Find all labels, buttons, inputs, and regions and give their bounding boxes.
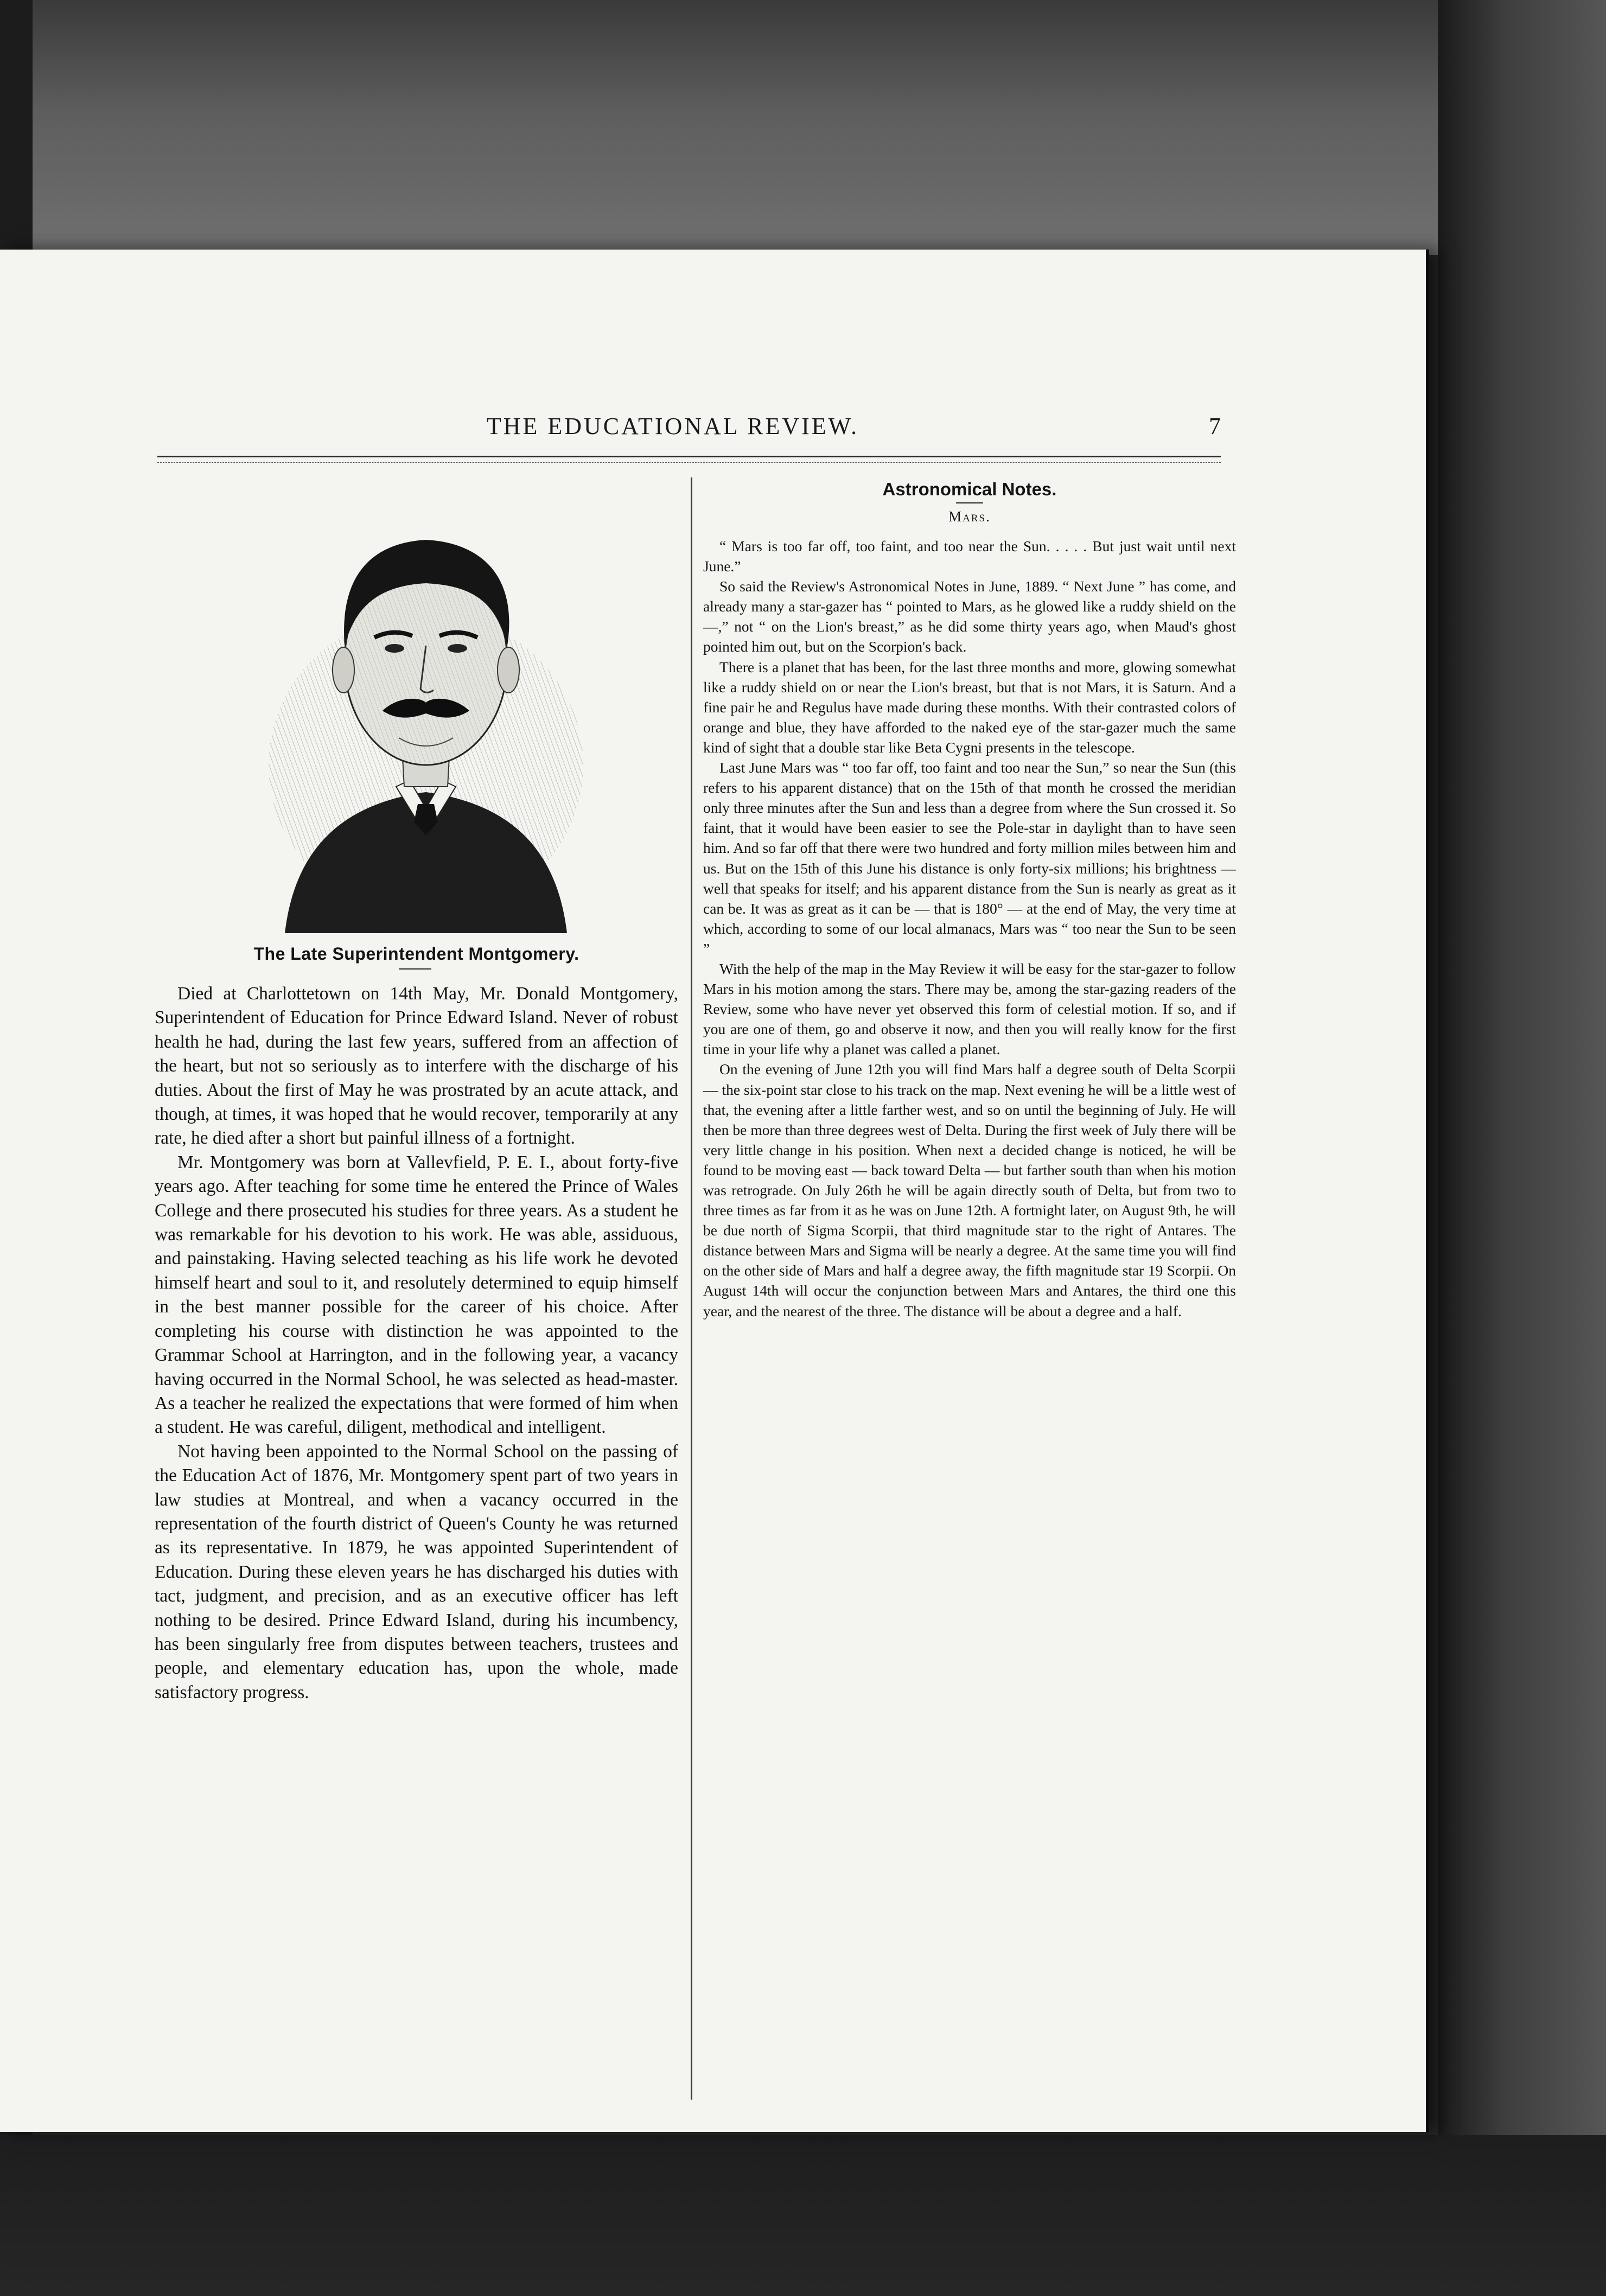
page-number: 7 <box>1209 413 1221 439</box>
portrait-engraving <box>263 483 589 933</box>
right-column <box>703 476 1236 1321</box>
obituary-text <box>155 982 678 1705</box>
section-subtitle: Mars. <box>948 508 991 525</box>
header-rule <box>157 456 1221 457</box>
caption-rule <box>399 968 431 970</box>
paragraph: There is a planet that has been, for the last three months and more, glowing somewhat like a ruddy shield on or near the Lion's breast, but that is not Mars, it is Saturn. And a fine pair he and Regulus have made during these months. With their contrasted colors of orange and blue, they have afforded to the naked eye of the star-gazer much the same kind of sight that a double star like Beta Cygni presents in the telescope. <box>703 658 1236 756</box>
paragraph: With the help of the map in the May Review it will be easy for the star-gazer to follow Mars in his motion among the stars. There may be, among the star-gazing readers of the Review, some who have never yet observed this form of celestial motion. If so, and if you are one of them, go and observe it now, and then you will really know for the first time in your life why a planet was called a planet. <box>703 960 1236 1058</box>
paragraph: Last June Mars was “ too far off, too faint and too near the Sun,” so near the Sun (this refers to his apparent distance) that on the 15th of that month he crossed the meridian only three minutes after the Sun and less than a degree from where the Sun crossed it. So faint, that it would have been easier to see the Pole-star in daylight than to have seen him. And so far off that there were two hundred and forty million miles between him and us. But on the 15th of this June his distance is only forty-six millions; his brightness — well that speaks for itself; and his apparent distance from the Sun is nearly as great as it can be. It was as great as it can be — that is 180° — at the end of May, the very time at which, according to some of our local almanacs, Mars was “ too near the Sun to be seen ” <box>703 759 1236 957</box>
column-divider <box>691 477 692 2100</box>
paragraph: Died at Charlottetown on 14th May, Mr. Donald Montgomery, Superintendent of Education for Prince Edward Island. Never of robust health he had, during the last few years, suffered from an affection of the heart, but not so seriously as to interfere with the discharge of his duties. About the first of May he was prostrated by an acute attack, and though, at times, it was hoped that he would recover, temporarily at any rate, he died after a short but painful illness of a fortnight. <box>155 984 678 1149</box>
scan-border-top <box>0 0 1606 255</box>
header-rule-dashed <box>157 462 1221 463</box>
paragraph: Mr. Montgomery was born at Vallevfield, P. E. I., about forty-five years ago. After teaching for some time he entered the Prince of Wales College and there prosecuted his studies for three years. As a student he was remarkable for his devotion to his work. He was able, assiduous, and painstaking. Having selected teaching as his life work he devoted himself heart and soul to it, and resolutely determined to equip himself in the best manner possible for the career of his choice. After completing his course with distinction he was appointed to the Grammar School at Harrington, and in the following year, a vacancy having occurred in the Normal School, he was selected as head-master. As a teacher he realized the expectations that were formed of him when a student. He was careful, diligent, methodical and intelligent. <box>155 1152 678 1438</box>
scan-border-right <box>1438 0 1606 2296</box>
paragraph: So said the Review's Astronomical Notes in June, 1889. “ Next June ” has come, and already many a star-gazer has “ pointed to Mars, as he glowed like a ruddy shield on the —,” not “ on the Lion's breast,” as he did some thirty years ago, when Maud's ghost pointed him out, but on the Scorpion's back. <box>703 578 1236 655</box>
astronomy-text <box>703 536 1236 1321</box>
paragraph: “ Mars is too far off, too faint, and too near the Sun. . . . . But just wait until next June.” <box>703 538 1236 575</box>
document-page <box>0 250 1429 2132</box>
running-head <box>157 412 1221 450</box>
scan-border-bottom <box>0 2135 1606 2296</box>
journal-title: THE EDUCATIONAL REVIEW. <box>486 413 859 439</box>
section-title: Astronomical Notes. <box>882 479 1057 499</box>
paragraph: On the evening of June 12th you will find Mars half a degree south of Delta Scorpii — the six-point star close to his track on the map. Next evening he will be a little west of that, the evening after a little farther west, and so on until the beginning of July. He will then be more than three degrees west of Delta. During the first week of July there will be very little change in his position. When next a decided change is noticed, he will be found to be moving east — back toward Delta — but farther south than when his motion was retrograde. On July 26th he will be again directly south of Delta, but from two to three times as far from it as he was on June 12th. A fortnight later, on August 9th, he will be due north of Sigma Scorpii, that third magnitude star to the right of Antares. The distance between Mars and Sigma will be nearly a degree. At the same time you will find on the other side of Mars and half a degree away, the fifth magnitude star 19 Scorpii. On August 14th will occur the conjunction between Mars and Antares, the third one this year, and the nearest of the three. The distance will be about a degree and a half. <box>703 1061 1236 1319</box>
portrait-illustration <box>263 483 589 933</box>
title-rule <box>956 502 983 503</box>
paragraph: Not having been appointed to the Normal School on the passing of the Education Act of 1876, Mr. Montgomery spent part of two years in law studies at Montreal, and when a vacancy occurred in the representation of the fourth district of Queen's County he was returned as its representative. In 1879, he was appointed Superintendent of Education. During these eleven years he has discharged his duties with tact, judgment, and precision, and as an executive officer has left nothing to be desired. Prince Edward Island, during his incumbency, has been singularly free from disputes between teachers, trustees and people, and elementary education has, upon the whole, made satisfactory progress. <box>155 1441 678 1702</box>
portrait-caption: The Late Superintendent Montgomery. <box>253 944 579 964</box>
